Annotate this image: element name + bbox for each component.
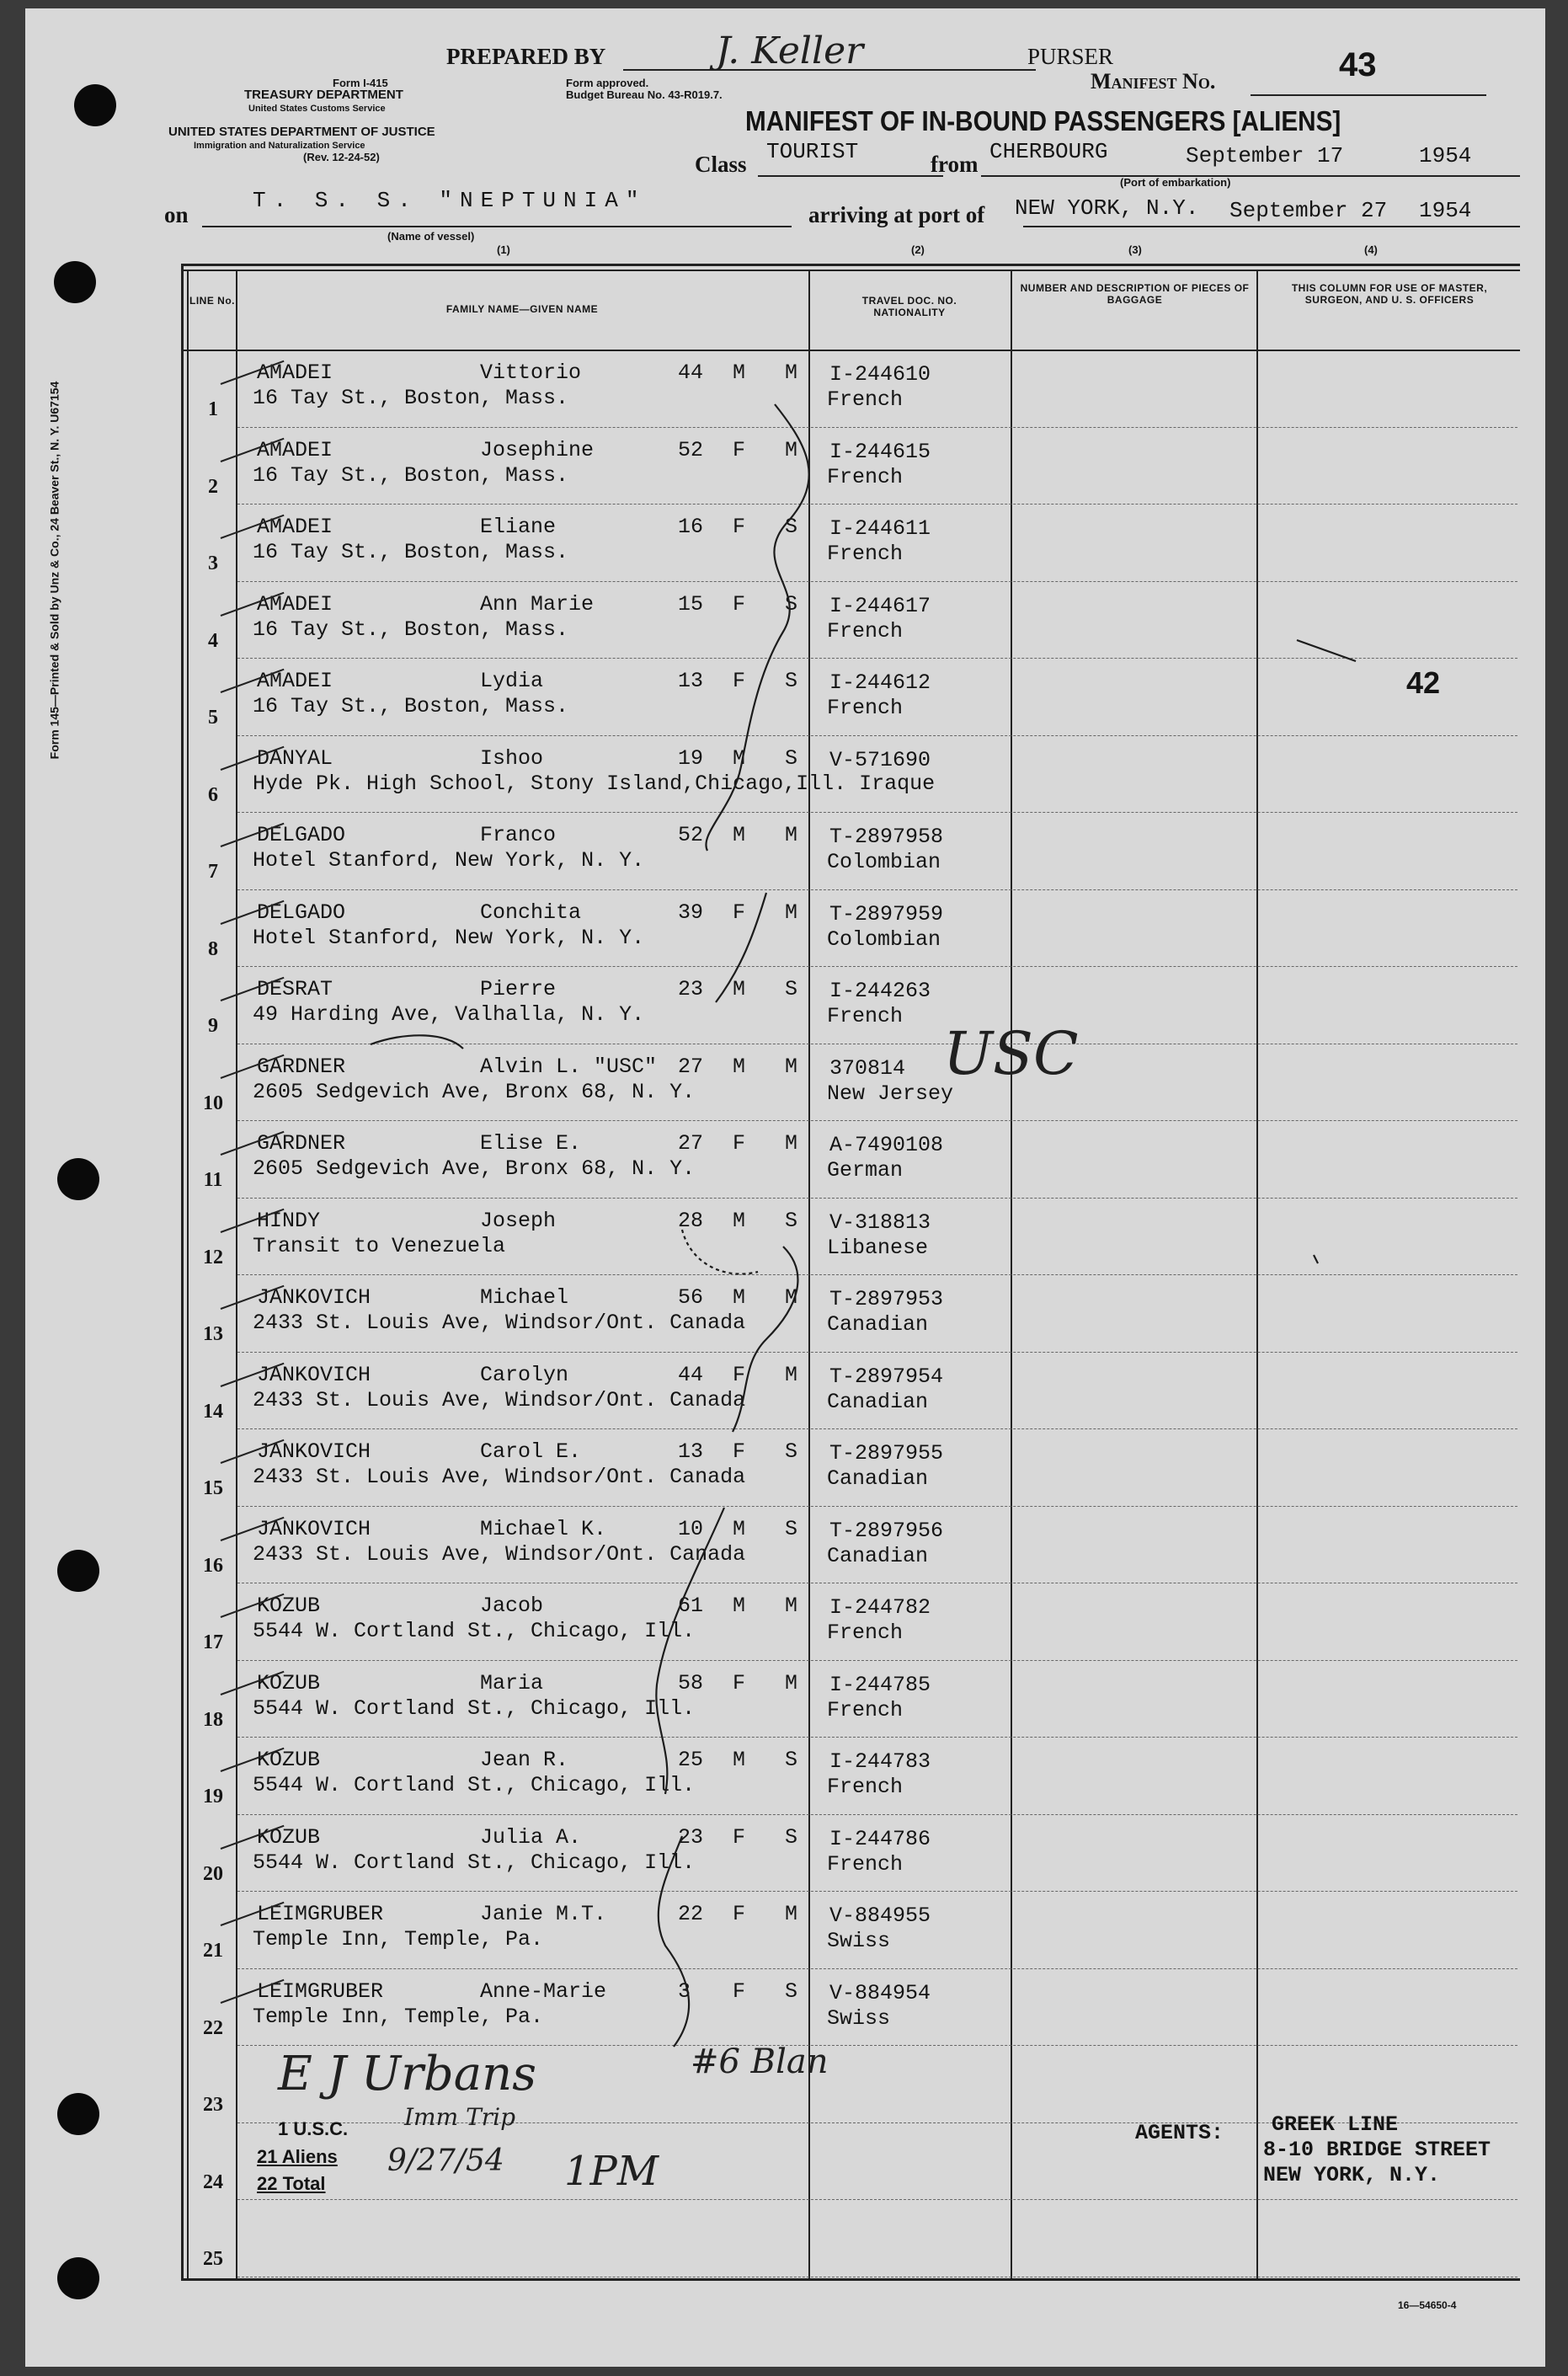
row-family-name: LEIMGRUBER bbox=[257, 1978, 384, 2004]
trip-note: Imm Trip bbox=[404, 2103, 516, 2131]
row-travel-doc: I-244610 bbox=[829, 362, 931, 387]
row-sex: F bbox=[733, 900, 746, 925]
row-given-name: Elise E. bbox=[480, 1131, 582, 1156]
dept-treasury-sub: United States Customs Service bbox=[248, 104, 386, 114]
side-print: Form 145—Printed & Sold by Unz & Co., 24 Beaver St., N. Y. U67154 bbox=[47, 381, 61, 760]
row-address: 49 Harding Ave, Valhalla, N. Y. bbox=[253, 1002, 645, 1027]
officer-mark: #6 Blan bbox=[691, 2042, 829, 2081]
from-date: September 17 bbox=[1186, 143, 1344, 168]
row-dotted-line bbox=[237, 1660, 1517, 1661]
row-nationality: French bbox=[827, 542, 904, 566]
manifest-no: 43 bbox=[1339, 46, 1377, 83]
table-left-border bbox=[181, 264, 184, 2281]
officer-number: 42 bbox=[1406, 665, 1441, 700]
row-address: Temple Inn, Temple, Pa. bbox=[253, 1927, 544, 1952]
punch-hole bbox=[54, 261, 96, 303]
dept-justice-sub: Immigration and Naturalization Service bbox=[194, 141, 365, 151]
row-line-number: 12 bbox=[203, 1246, 223, 1268]
row-given-name: Lydia bbox=[480, 669, 544, 693]
row-sex: M bbox=[733, 745, 746, 771]
manifest-page bbox=[25, 8, 1545, 2367]
row-address: 5544 W. Cortland St., Chicago, Ill. bbox=[253, 1850, 696, 1875]
row-given-name: Michael K. bbox=[480, 1516, 607, 1541]
row-line-number: 17 bbox=[203, 1631, 223, 1653]
circle-stroke bbox=[371, 1035, 463, 1049]
row-line-number: 11 bbox=[203, 1169, 223, 1191]
row-travel-doc: I-244263 bbox=[829, 979, 931, 1003]
row-travel-doc: I-244611 bbox=[829, 516, 931, 541]
row-nationality: French bbox=[827, 1620, 904, 1645]
row-sex: F bbox=[733, 1131, 746, 1156]
row-dotted-line bbox=[237, 812, 1517, 813]
arrival-year: 1954 bbox=[1419, 198, 1472, 223]
row-given-name: Carol E. bbox=[480, 1439, 582, 1464]
row-sex: M bbox=[733, 360, 746, 385]
row-line-number: 24 bbox=[203, 2170, 223, 2193]
table-bottom-border bbox=[181, 2278, 1520, 2281]
row-line-number: 23 bbox=[203, 2094, 223, 2116]
row-sex: M bbox=[733, 1594, 746, 1618]
row-line-number: 9 bbox=[208, 1015, 218, 1037]
row-marital-status: M bbox=[785, 1131, 798, 1156]
punch-hole bbox=[74, 84, 116, 126]
row-address: 2605 Sedgevich Ave, Bronx 68, N. Y. bbox=[253, 1079, 696, 1104]
row-age: 44 bbox=[678, 1362, 704, 1387]
row-marital-status: S bbox=[785, 977, 798, 1001]
row-address: 2433 St. Louis Ave, Windsor/Ont. Canada bbox=[253, 1311, 746, 1335]
row-line-number: 21 bbox=[203, 1940, 223, 1962]
row-nationality: French bbox=[827, 618, 904, 643]
row-nationality: German bbox=[827, 1158, 904, 1183]
row-nationality: French bbox=[827, 1851, 904, 1877]
row-travel-doc: A-7490108 bbox=[829, 1133, 944, 1157]
row-dotted-line bbox=[237, 1506, 1517, 1507]
total-all: 22 Total bbox=[257, 2173, 326, 2194]
row-age: 23 bbox=[678, 1824, 704, 1850]
row-line-number: 16 bbox=[203, 1554, 223, 1577]
row-line-number: 25 bbox=[203, 2248, 223, 2270]
row-line-number: 15 bbox=[203, 1477, 223, 1499]
row-given-name: Carolyn bbox=[480, 1362, 569, 1387]
row-marital-status: M bbox=[785, 1285, 798, 1310]
row-line-number: 20 bbox=[203, 1862, 223, 1885]
row-address: 5544 W. Cortland St., Chicago, Ill. bbox=[253, 1695, 696, 1721]
row-travel-doc: 370814 bbox=[829, 1055, 906, 1081]
row-family-name: HINDY bbox=[257, 1208, 321, 1233]
arrival-date: September 27 bbox=[1229, 198, 1388, 223]
col3-caption: (3) bbox=[1128, 243, 1142, 256]
row-given-name: Vittorio bbox=[480, 360, 582, 385]
row-dotted-line bbox=[237, 2199, 1517, 2200]
row-family-name: AMADEI bbox=[257, 437, 333, 462]
row-sex: M bbox=[733, 823, 746, 847]
row-nationality: French bbox=[827, 1775, 904, 1799]
row-travel-doc: I-244615 bbox=[829, 439, 931, 464]
row-line-number: 4 bbox=[208, 629, 218, 652]
row-travel-doc: T-2897956 bbox=[829, 1518, 944, 1543]
from-value: CHERBOURG bbox=[989, 139, 1108, 164]
row-age: 15 bbox=[678, 591, 704, 617]
row-dotted-line bbox=[237, 1352, 1517, 1353]
row-family-name: AMADEI bbox=[257, 360, 333, 385]
class-label: Class bbox=[695, 152, 747, 177]
row-dotted-line bbox=[237, 504, 1517, 505]
row-given-name: Maria bbox=[480, 1670, 544, 1695]
row-nationality: French bbox=[827, 464, 904, 489]
row-age: 52 bbox=[678, 437, 704, 462]
row-address: 5544 W. Cortland St., Chicago, Ill. bbox=[253, 1773, 696, 1797]
table-header-bottom bbox=[181, 350, 1520, 351]
row-nationality: French bbox=[827, 387, 904, 412]
row-marital-status: S bbox=[785, 669, 798, 693]
officer-tick bbox=[1314, 1255, 1318, 1263]
row-line-number: 18 bbox=[203, 1708, 223, 1731]
officer-signature: E J Urbans bbox=[278, 2047, 536, 2101]
row-address: 16 Tay St., Boston, Mass. bbox=[253, 694, 569, 718]
row-family-name: KOZUB bbox=[257, 1594, 321, 1618]
form-no: Form I-415 bbox=[333, 77, 388, 89]
arriving-label: arriving at port of bbox=[808, 202, 985, 227]
row-age: 58 bbox=[678, 1670, 704, 1695]
manifest-title: MANIFEST OF IN-BOUND PASSENGERS [ALIENS] bbox=[745, 105, 1341, 136]
row-dotted-line bbox=[237, 1968, 1517, 1969]
row-address: 5544 W. Cortland St., Chicago, Ill. bbox=[253, 1619, 696, 1643]
row-age: 13 bbox=[678, 1439, 704, 1464]
row-family-name: AMADEI bbox=[257, 669, 333, 693]
row-family-name: AMADEI bbox=[257, 515, 333, 539]
vessel-name: T. S. S. "NEPTUNIA" bbox=[253, 188, 647, 213]
row-given-name: Anne-Marie bbox=[480, 1978, 607, 2004]
row-travel-doc: V-884955 bbox=[829, 1903, 931, 1928]
row-sex: F bbox=[733, 1902, 746, 1926]
row-age: 56 bbox=[678, 1285, 704, 1310]
row-given-name: Josephine bbox=[480, 437, 595, 462]
from-year: 1954 bbox=[1419, 143, 1472, 168]
row-dotted-line bbox=[237, 658, 1517, 659]
dept-justice: UNITED STATES DEPARTMENT OF JUSTICE bbox=[168, 125, 435, 139]
row-given-name: Joseph bbox=[480, 1208, 557, 1233]
row-given-name: Ann Marie bbox=[480, 591, 595, 617]
row-nationality: Canadian bbox=[827, 1543, 929, 1568]
row-address: Transit to Venezuela bbox=[253, 1233, 506, 1258]
row-sex: F bbox=[733, 669, 746, 693]
row-nationality: Canadian bbox=[827, 1466, 929, 1491]
row-travel-doc: V-884954 bbox=[829, 1980, 931, 2005]
row-address: 16 Tay St., Boston, Mass. bbox=[253, 462, 569, 488]
manifest-no-line bbox=[1251, 94, 1486, 96]
row-marital-status: M bbox=[785, 360, 798, 385]
arrival-line bbox=[1023, 226, 1520, 227]
row-travel-doc: I-244612 bbox=[829, 670, 931, 695]
row-marital-status: S bbox=[785, 1824, 798, 1850]
row-address: Hotel Stanford, New York, N. Y. bbox=[253, 848, 645, 873]
row-given-name: Jacob bbox=[480, 1594, 544, 1618]
row-family-name: LEIMGRUBER bbox=[257, 1902, 384, 1926]
col-head-travel-doc: TRAVEL DOC. NO. NATIONALITY bbox=[861, 295, 957, 318]
row-travel-doc: T-2897958 bbox=[829, 825, 944, 849]
row-age: 3 bbox=[678, 1978, 691, 2004]
row-age: 22 bbox=[678, 1902, 704, 1926]
col4-caption: (4) bbox=[1364, 243, 1378, 256]
purser-label: PURSER bbox=[1027, 44, 1114, 69]
row-family-name: KOZUB bbox=[257, 1748, 321, 1772]
form-approved: Form approved. bbox=[566, 77, 649, 89]
row-age: 25 bbox=[678, 1748, 704, 1772]
row-travel-doc: T-2897953 bbox=[829, 1287, 944, 1311]
row-marital-status: S bbox=[785, 591, 798, 617]
row-sex: M bbox=[733, 1054, 746, 1079]
row-marital-status: S bbox=[785, 1748, 798, 1772]
col2-caption: (2) bbox=[911, 243, 925, 256]
col-head-line-no: LINE No. bbox=[189, 295, 235, 307]
row-given-name: Julia A. bbox=[480, 1824, 582, 1850]
row-marital-status: S bbox=[785, 515, 798, 539]
row-sex: F bbox=[733, 1670, 746, 1695]
date-written: 9/27/54 bbox=[387, 2144, 504, 2178]
row-dotted-line bbox=[237, 1428, 1517, 1429]
row-line-number: 2 bbox=[208, 475, 218, 498]
row-line-number: 10 bbox=[203, 1092, 223, 1114]
vessel-caption: (Name of vessel) bbox=[387, 230, 475, 243]
table-top-border bbox=[181, 264, 1520, 266]
row-sex: F bbox=[733, 591, 746, 617]
row-age: 28 bbox=[678, 1208, 704, 1233]
row-given-name: Ishoo bbox=[480, 745, 544, 771]
row-line-number: 19 bbox=[203, 1786, 223, 1807]
row-sex: M bbox=[733, 1208, 746, 1233]
usc-mark: USC bbox=[943, 1019, 1079, 1088]
row-marital-status: M bbox=[785, 1054, 798, 1079]
class-line bbox=[758, 175, 943, 177]
row-family-name: DANYAL bbox=[257, 745, 333, 771]
row-nationality: Canadian bbox=[827, 1312, 929, 1337]
table-left-border-2 bbox=[187, 270, 189, 2278]
from-label: from bbox=[931, 152, 979, 177]
row-line-number: 13 bbox=[203, 1323, 223, 1345]
row-nationality: Swiss bbox=[827, 2005, 891, 2031]
time-written: 1PM bbox=[564, 2148, 659, 2195]
row-dotted-line bbox=[237, 889, 1517, 890]
class-value: TOURIST bbox=[766, 139, 859, 164]
col1-caption: (1) bbox=[497, 243, 510, 256]
row-family-name: DELGADO bbox=[257, 900, 346, 925]
agents-line-2: 8-10 BRIDGE STREET bbox=[1263, 2138, 1491, 2162]
row-dotted-line bbox=[237, 581, 1517, 582]
row-marital-status: S bbox=[785, 1439, 798, 1464]
row-given-name: Jean R. bbox=[480, 1748, 569, 1772]
row-given-name: Pierre bbox=[480, 977, 557, 1001]
row-line-number: 8 bbox=[208, 937, 218, 960]
row-dotted-line bbox=[237, 2045, 1517, 2046]
dept-treasury: TREASURY DEPARTMENT bbox=[244, 88, 403, 102]
row-sex: F bbox=[733, 437, 746, 462]
row-dotted-line bbox=[237, 427, 1517, 428]
rev-date: (Rev. 12-24-52) bbox=[303, 151, 380, 163]
row-address: 2605 Sedgevich Ave, Bronx 68, N. Y. bbox=[253, 1156, 696, 1181]
row-travel-doc: V-571690 bbox=[829, 747, 931, 772]
from-line bbox=[981, 175, 1520, 177]
row-family-name: JANKOVICH bbox=[257, 1516, 371, 1541]
row-marital-status: M bbox=[785, 823, 798, 847]
row-address: Hyde Pk. High School, Stony Island,Chicago,Ill. Iraque bbox=[253, 771, 936, 796]
row-dotted-line bbox=[237, 1891, 1517, 1892]
row-family-name: DESRAT bbox=[257, 977, 333, 1001]
punch-hole bbox=[57, 1158, 99, 1200]
total-aliens: 21 Aliens bbox=[257, 2146, 338, 2167]
row-marital-status: S bbox=[785, 1516, 798, 1541]
row-given-name: Michael bbox=[480, 1285, 569, 1310]
row-travel-doc: T-2897955 bbox=[829, 1441, 944, 1466]
row-age: 10 bbox=[678, 1516, 704, 1541]
row-nationality: French bbox=[827, 1004, 904, 1028]
row-sex: M bbox=[733, 1285, 746, 1310]
row-nationality: Colombian bbox=[827, 850, 941, 874]
row-sex: F bbox=[733, 1824, 746, 1850]
row-marital-status: M bbox=[785, 1902, 798, 1926]
row-sex: F bbox=[733, 515, 746, 539]
row-dotted-line bbox=[237, 1737, 1517, 1738]
port-embark-caption: (Port of embarkation) bbox=[1120, 176, 1231, 189]
row-line-number: 5 bbox=[208, 707, 218, 729]
row-marital-status: S bbox=[785, 1978, 798, 2004]
row-age: 27 bbox=[678, 1054, 704, 1079]
row-family-name: KOZUB bbox=[257, 1670, 321, 1695]
row-travel-doc: I-244782 bbox=[829, 1595, 931, 1620]
col-head-baggage: NUMBER AND DESCRIPTION OF PIECES OF BAGGAGE bbox=[1020, 282, 1250, 306]
prepared-by-signature: J. Keller bbox=[716, 29, 864, 72]
row-marital-status: M bbox=[785, 900, 798, 925]
row-age: 13 bbox=[678, 669, 704, 693]
col-head-officers: THIS COLUMN FOR USE OF MASTER, SURGEON, AND U. S. OFFICERS bbox=[1291, 282, 1488, 306]
row-marital-status: M bbox=[785, 1670, 798, 1695]
prepared-by-label: PREPARED BY bbox=[446, 44, 606, 69]
row-given-name: Conchita bbox=[480, 900, 582, 925]
row-sex: M bbox=[733, 1748, 746, 1772]
punch-hole bbox=[57, 2257, 99, 2299]
col-head-name: FAMILY NAME—GIVEN NAME bbox=[445, 303, 599, 315]
row-sex: M bbox=[733, 977, 746, 1001]
row-family-name: AMADEI bbox=[257, 591, 333, 617]
row-nationality: Libanese bbox=[827, 1235, 929, 1260]
vessel-line bbox=[202, 226, 792, 227]
row-age: 16 bbox=[678, 515, 704, 539]
row-age: 44 bbox=[678, 360, 704, 385]
row-travel-doc: T-2897954 bbox=[829, 1364, 944, 1389]
row-line-number: 6 bbox=[208, 783, 218, 806]
row-nationality: Swiss bbox=[827, 1929, 891, 1953]
agents-label: AGENTS: bbox=[1135, 2121, 1224, 2145]
row-travel-doc: I-244786 bbox=[829, 1826, 931, 1851]
row-family-name: JANKOVICH bbox=[257, 1285, 371, 1310]
row-given-name: Eliane bbox=[480, 515, 557, 539]
row-address: Hotel Stanford, New York, N. Y. bbox=[253, 925, 645, 950]
row-given-name: Alvin L. "USC" bbox=[480, 1054, 658, 1079]
row-dotted-line bbox=[237, 1198, 1517, 1199]
budget-bureau: Budget Bureau No. 43-R019.7. bbox=[566, 88, 723, 101]
row-marital-status: S bbox=[785, 1208, 798, 1233]
row-nationality: French bbox=[827, 696, 904, 720]
row-family-name: JANKOVICH bbox=[257, 1362, 371, 1387]
row-nationality: New Jersey bbox=[827, 1081, 954, 1106]
row-age: 23 bbox=[678, 977, 704, 1001]
row-line-number: 1 bbox=[208, 398, 218, 420]
row-dotted-line bbox=[237, 1120, 1517, 1121]
row-marital-status: M bbox=[785, 1594, 798, 1618]
row-line-number: 22 bbox=[203, 2016, 223, 2039]
row-travel-doc: I-244617 bbox=[829, 593, 931, 618]
on-label: on bbox=[164, 202, 189, 227]
manifest-no-label: Manifest No. bbox=[1091, 69, 1216, 93]
row-age: 19 bbox=[678, 745, 704, 771]
row-address: Temple Inn, Temple, Pa. bbox=[253, 2004, 544, 2029]
row-age: 52 bbox=[678, 823, 704, 847]
row-marital-status: S bbox=[785, 745, 798, 771]
row-travel-doc: V-318813 bbox=[829, 1209, 931, 1235]
row-line-number: 3 bbox=[208, 553, 218, 574]
footer-code: 16—54650-4 bbox=[1398, 2299, 1457, 2311]
row-given-name: Franco bbox=[480, 823, 557, 847]
row-address: 2433 St. Louis Ave, Windsor/Ont. Canada bbox=[253, 1465, 746, 1489]
row-sex: F bbox=[733, 1362, 746, 1387]
row-address: 16 Tay St., Boston, Mass. bbox=[253, 386, 569, 410]
row-address: 16 Tay St., Boston, Mass. bbox=[253, 617, 569, 642]
row-family-name: GARDNER bbox=[257, 1054, 346, 1079]
row-family-name: KOZUB bbox=[257, 1824, 321, 1850]
row-dotted-line bbox=[237, 735, 1517, 736]
row-dotted-line bbox=[237, 966, 1517, 967]
row-given-name: Janie M.T. bbox=[480, 1902, 607, 1926]
agents-line-3: NEW YORK, N.Y. bbox=[1263, 2163, 1441, 2187]
row-dotted-line bbox=[237, 1814, 1517, 1815]
punch-hole bbox=[57, 2093, 99, 2135]
table-top-border-2 bbox=[181, 270, 1520, 271]
stamp-stroke bbox=[682, 1230, 758, 1274]
row-nationality: Colombian bbox=[827, 926, 941, 952]
arrival-port: NEW YORK, N.Y. bbox=[1015, 195, 1199, 221]
row-marital-status: M bbox=[785, 1362, 798, 1387]
row-family-name: JANKOVICH bbox=[257, 1439, 371, 1464]
agents-line-1: GREEK LINE bbox=[1272, 2112, 1399, 2137]
row-dotted-line bbox=[237, 1274, 1517, 1275]
row-nationality: Canadian bbox=[827, 1389, 929, 1414]
row-sex: F bbox=[733, 1978, 746, 2004]
row-travel-doc: I-244785 bbox=[829, 1672, 931, 1697]
row-address: 16 Tay St., Boston, Mass. bbox=[253, 540, 569, 564]
row-travel-doc: T-2897959 bbox=[829, 901, 944, 926]
row-family-name: GARDNER bbox=[257, 1131, 346, 1156]
row-sex: M bbox=[733, 1516, 746, 1541]
row-line-number: 14 bbox=[203, 1400, 223, 1423]
row-age: 27 bbox=[678, 1131, 704, 1156]
row-nationality: French bbox=[827, 1697, 904, 1722]
row-age: 61 bbox=[678, 1594, 704, 1618]
row-line-number: 7 bbox=[208, 861, 218, 883]
row-age: 39 bbox=[678, 900, 704, 925]
total-usc: 1 U.S.C. bbox=[278, 2118, 349, 2139]
row-address: 2433 St. Louis Ave, Windsor/Ont. Canada bbox=[253, 1541, 746, 1567]
row-marital-status: M bbox=[785, 437, 798, 462]
row-travel-doc: I-244783 bbox=[829, 1749, 931, 1774]
row-sex: F bbox=[733, 1439, 746, 1464]
punch-hole bbox=[57, 1550, 99, 1592]
row-address: 2433 St. Louis Ave, Windsor/Ont. Canada bbox=[253, 1387, 746, 1412]
row-family-name: DELGADO bbox=[257, 823, 346, 847]
